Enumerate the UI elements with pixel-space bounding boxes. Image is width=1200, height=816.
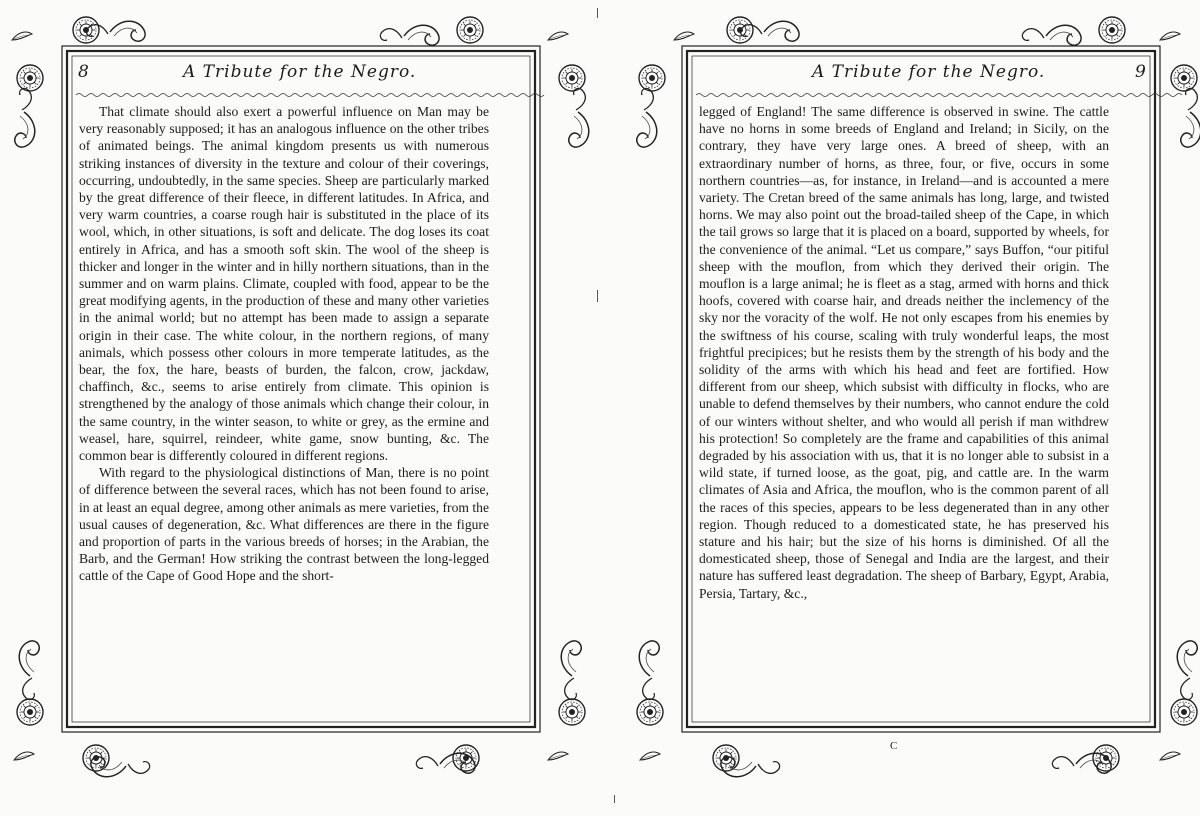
paragraph: With regard to the physiological distinctions of Man, there is no point of difference between the several races, which has not been found to arise, in at least an equal degree, among other animals as mere varieties, from the usual causes of degeneration, &c. What differences are there in the figure and proportion of parts in the various breeds of horses; in the Arabian, the Barb, and the German! How striking the contrast between the long-legged cattle of the Cape of Good Hope and the short- bbox=[79, 465, 489, 584]
running-head: A Tribute for the Negro. bbox=[812, 62, 1046, 82]
gutter-mark bbox=[597, 8, 598, 18]
page-number: 8 bbox=[78, 62, 90, 82]
signature-mark: C bbox=[890, 740, 898, 752]
running-head: A Tribute for the Negro. bbox=[183, 62, 417, 82]
page-number: 9 bbox=[1135, 62, 1147, 82]
paragraph: legged of England! The same difference is observed in swine. The cattle have no horns in some breeds of England and Ireland; in Sicily, on the contrary, they have very large ones. A breed of sheep, with an extraordinary number of horns, as three, four, or five, occurs in some northern countries—as, for instance, in Ireland—and is accounted a mere variety. The Cretan breed of the same animals has long, large, and twisted horns. We may also point out the broad-tailed sheep of the Cape, in which the tail grows so large that it is placed on a board, supported by wheels, for the convenience of the animal. “Let us compare,” says Buffon, “our pitiful sheep with the mouflon, from which they derived their origin. The mouflon is a large animal; he is fleet as a stag, armed with horns and thick hoofs, covered with coarse hair, and dreads neither the inclemency of the sky nor the voracity of the wolf. He not only escapes from his enemies by the swiftness of his course, scaling with truly wonderful leaps, the most frightful precipices; but he resists them by the strength of his body and the solidity of the arms with which his head and feet are fortified. How different from our sheep, which subsist with difficulty in flocks, who are unable to defend themselves by their numbers, who cannot endure the cold of our winters without shelter, and who would all perish if man withdrew his protection! So completely are the frame and capabilities of this animal degraded by his association with us, that it is no longer able to subsist in a wild state, if turned loose, as the goat, pig, and cattle are. In the warm climates of Asia and Africa, the mouflon, who is the common parent of all the races of this species, appears to be less degenerated than in any other region. Though reduced to a domesticated state, he has preserved his stature and his hair; but the size of his horns is diminished. Of all the domesticated sheep, those of Senegal and India are the largest, and their nature has suffered least degradation. The sheep of Barbary, Egypt, Arabia, Persia, Tartary, &c., bbox=[699, 104, 1109, 601]
gutter-mark bbox=[597, 290, 598, 302]
right-page bbox=[600, 0, 1200, 816]
left-body-text bbox=[79, 103, 489, 585]
right-body-text bbox=[699, 103, 1109, 602]
paragraph: That climate should also exert a powerful influence on Man may be very reasonably supposed; it has an analogous influence on the other tribes of animated beings. The animal kingdom presents us with numerous striking instances of diversity in the texture and colour of their coverings, occurring, undoubtedly, in the same species. Sheep are particularly marked by the great difference of their fleece, in different latitudes. In Africa, and very warm countries, a coarse rough hair is substituted in the place of its wool, which, in other situations, is soft and delicate. The dog loses its coat entirely in Africa, and has a smooth soft skin. The wool of the sheep is thicker and longer in the winter and in hilly northern situations, than in the summer and on warm plains. Climate, coupled with food, appear to be the great modifying agents, in the production of these and many other varieties in the animal world; but no attempt has been made to assign a separate origin in their case. The white colour, in the northern regions, of many animals, which possess other colours in more temperate latitudes, as the bear, the fox, the hare, beasts of burden, the falcon, crow, jackdaw, chaffinch, &c., seems to arise entirely from climate. This opinion is strengthened by the analogy of those animals which change their colour, in the same country, in the winter season, to white or grey, as the ermine and weasel, hare, squirrel, reindeer, white game, snow bunting, &c. The common bear is differently coloured in different regions. bbox=[79, 104, 489, 464]
